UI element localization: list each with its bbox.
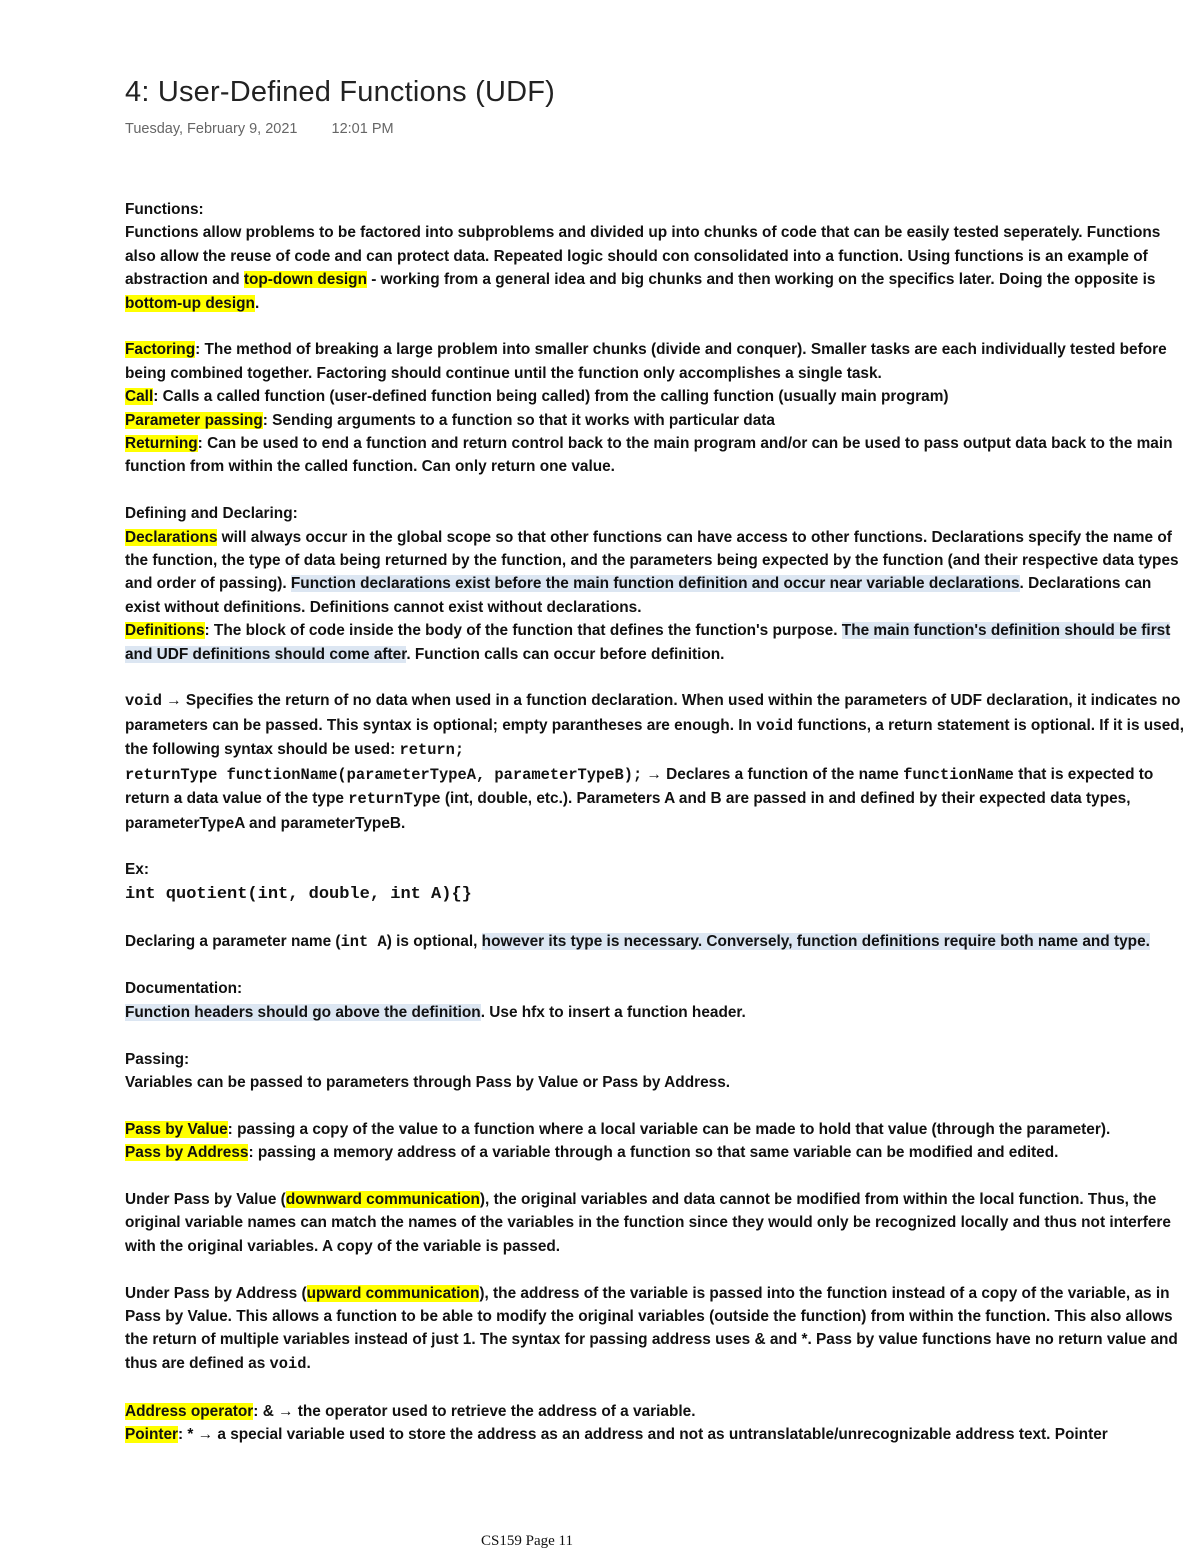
paragraph-documentation [125,1001,1187,1024]
text-run: Functions allow problems to be factored into subproblems and divided up into chunks of code that can be easily tested seperately. Functions also allow the reuse of code and can protect data. Repeated logic should con consolidated into a function. Using functions is an example of abstraction and [125,224,1161,289]
code-void: void [756,716,794,735]
text-run: Under Pass by Address ( [125,1284,307,1302]
term-returning [125,432,1187,479]
term-definition: : The block of code inside the body of the function that defines the function's purpose. [204,622,842,640]
code-example: int quotient(int, double, int A){} [125,884,472,904]
text-run: parameterTypeB [280,814,401,832]
highlight-term: Pointer [125,1425,179,1443]
code-void: void [125,692,162,711]
highlight-term: Returning [125,435,198,453]
term-definition: will always occur in the global scope so that other functions can have access to other functions. Declarations specify the name of the function, the type of data being returned by the function, and the parameters being expected by the function (and their respective data types and order of passing). [125,528,1179,593]
text-run: Under Pass by Value ( [125,1190,286,1208]
paragraph-passing: Variables can be passed to parameters through Pass by Value or Pass by Address. [125,1073,731,1091]
highlight-term: Definitions [125,622,205,640]
text-run: . [401,814,406,832]
example-label: Ex: [125,861,149,879]
term-definition: : Calls a called function (user-defined function being called) from the calling function (usually main program) [153,388,949,406]
term-parameter-passing [125,409,1187,432]
note-body [125,198,1187,1446]
text-run: → Declares a function of the name [642,765,904,783]
heading-defining: Defining and Declaring: [125,505,298,523]
term-definition: : passing a memory address of a variable through a function so that same variable can be modified and edited. [248,1144,1059,1162]
blue-highlight: however its type is necessary. Conversely, function definitions require both name and type. [481,932,1150,950]
highlight-term: Pass by Address [125,1144,249,1162]
term-definition: . Function calls can occur before definition. [406,645,725,663]
highlight-top-down: top-down design [243,271,367,289]
paragraph-under-pass-by-address [125,1282,1187,1377]
highlight-term: Factoring [125,341,196,359]
paragraph-declaring-parameter [125,930,1187,954]
note-date: Tuesday, February 9, 2021 [125,121,298,137]
text-run: . [306,1354,311,1372]
code-return-type: returnType [348,790,441,809]
heading-documentation: Documentation: [125,980,243,998]
text-run: (int, double, etc.). Parameters A and B are passed in and defined by their expected data types, [440,790,1131,808]
paragraph-void [125,689,1187,762]
highlight-downward: downward communication [285,1190,480,1208]
heading-functions: Functions: [125,201,204,218]
text-run: - working from a general idea and big chunks and then working on the specifics later. Doing the opposite is [366,271,1156,289]
text-run: parameterTypeA [125,814,245,832]
text-run: Declaring a parameter name ( [125,932,341,950]
text-run: and [244,814,281,832]
highlight-term: Call [125,388,154,406]
text-run: . Use hfx to insert a function header. [480,1003,746,1021]
term-definition: : Sending arguments to a function so that it works with particular data [262,411,775,429]
term-factoring [125,338,1187,385]
term-definition: . Declarations can exist without definitions. Definitions cannot exist without declarations. [125,575,1152,616]
text-run: → Specifies the return of no data when used in a function declaration. When used within the parameters of UDF declaration, it indicates no parameters can be passed. This syntax is optional; empty parantheses are enough. In [125,692,1181,734]
term-definition: : Can be used to end a function and return control back to the main program and/or can be used to pass output data back to the main function from within the called function. Can only return one value. [125,435,1173,476]
code-int-a: int A [340,932,387,951]
example-code [125,882,1187,906]
term-call [125,385,1187,408]
text-run: ), the address of the variable is passed into the function instead of a copy of the variable, as in Pass by Value. This allows a function to be able to modify the original variables (outside the function) from within the function. This also allows the return of multiple variables instead of just 1. The syntax for passing address uses & and *. Pass by value functions have no return value and thus are defined as [125,1284,1178,1372]
term-pass-by-value [125,1118,1187,1141]
note-time: 12:01 PM [331,121,394,137]
term-definition: : & → the operator used to retrieve the address of a variable. [253,1402,696,1420]
code-void: void [269,1354,307,1373]
term-pass-by-address [125,1141,1187,1164]
page-title: 4: User-Defined Functions (UDF) [125,76,556,108]
highlight-term: Declarations [125,528,218,546]
highlight-term: Parameter passing [125,411,263,429]
code-return: return; [399,741,465,760]
highlight-bottom-up: bottom-up design [125,294,255,312]
highlight-term: Pass by Value [125,1120,228,1138]
text-run: that is expected to return a data value of the type [125,765,1154,808]
text-run: . [254,294,260,312]
paragraph-under-pass-by-value [125,1188,1187,1258]
highlight-term: Address operator [125,1402,254,1420]
term-declarations [125,526,1187,620]
date-line [125,121,394,137]
text-run: ), the original variables and data cannot be modified from within the local function. Thus, the original variable names can match the names of the variables in the function since they would only be recognized locally and thus not interfere with the original variables. A copy of the variable is passed. [125,1190,1171,1255]
term-address-operator [125,1400,1187,1423]
term-definitions [125,619,1187,666]
blue-highlight: Function declarations exist before the main function definition and occur near variable declarations [290,575,1020,593]
term-definition: : The method of breaking a large problem into smaller chunks (divide and conquer). Smaller tasks are each individually tested before being combined together. Factoring should continue until the function only accomplishes a single task. [125,341,1167,382]
term-definition: : passing a copy of the value to a function where a local variable can be made to hold that value (through the parameter). [227,1120,1111,1138]
paragraph-functions [125,221,1187,315]
code-signature: returnType functionName(parameterTypeA, parameterTypeB); [125,765,643,784]
code-function-name: functionName [903,765,1014,784]
page-footer: CS159 Page 11 [481,1533,573,1549]
blue-highlight: The main function's definition should be first and UDF definitions should come after [125,622,1171,663]
highlight-upward: upward communication [306,1284,480,1302]
text-run: ) is optional, [386,932,482,950]
term-definition: : * → a special variable used to store the address as an address and not as untranslatable/unrecognizable address text. Pointer [178,1425,1108,1443]
text-run: functions, a return statement is optional. If it is used, the following syntax should be used: [125,716,1184,759]
paragraph-return-type [125,763,1187,835]
term-pointer [125,1423,1187,1446]
blue-highlight: Function headers should go above the definition [125,1003,481,1021]
heading-passing: Passing: [125,1050,190,1068]
